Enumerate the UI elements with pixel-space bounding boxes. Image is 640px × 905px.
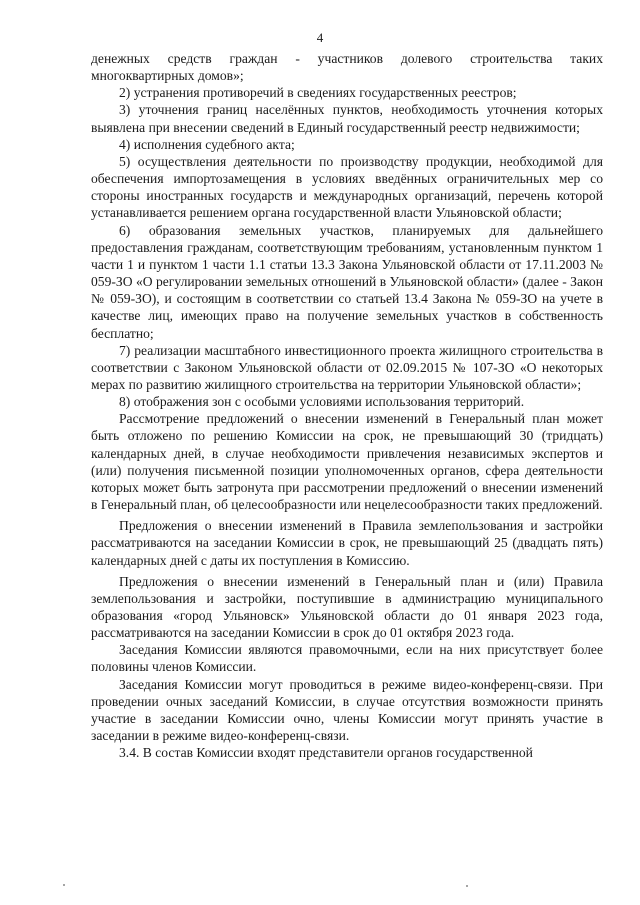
list-item-3: 3) уточнения границ населённых пунктов, необходимость уточнения которых выявлена при внесении сведений в Единый государственный реестр недвижимости; — [91, 102, 603, 135]
scan-speck — [63, 884, 65, 886]
paragraph-continuation: денежных средств граждан - участников долевого строительства таких многоквартирных домов»; — [91, 51, 603, 84]
list-item-5: 5) осуществления деятельности по производству продукции, необходимой для обеспечения импортозамещения в условиях введённых ограничительных мер со стороны иностранных государств и международных организаций, перечень которой устанавливается решением органа государственной власти Ульяновской области; — [91, 153, 603, 221]
document-body — [91, 50, 603, 761]
page-number: 4 — [316, 30, 324, 45]
list-item-2: 2) устранения противоречий в сведениях государственных реестров; — [119, 85, 517, 101]
scan-speck — [466, 885, 468, 887]
list-item-4: 4) исполнения судебного акта; — [119, 136, 295, 152]
paragraph-video-conference: Заседания Комиссии могут проводиться в режиме видео-конференц-связи. При проведении очных заседаний Комиссии, в случае отсутствия возможности принять участие в заседании Комиссии очно, члены Комиссии могут принять участие в заседании в режиме видео-конференц-связи. — [91, 676, 603, 744]
paragraph-composition: 3.4. В состав Комиссии входят представители органов государственной — [119, 745, 533, 761]
paragraph-deadline: Предложения о внесении изменений в Генеральный план и (или) Правила землепользования и застройки, поступившие в администрацию муниципального образования «город Ульяновск» Ульяновской области до 01 января 2023 года, рассматриваются на заседании Комиссии в срок до 01 октября 2023 года. — [91, 573, 603, 641]
paragraph-rules-review: Предложения о внесении изменений в Правила землепользования и застройки рассматриваются на заседании Комиссии в срок, не превышающий 25 (двадцать пять) календарных дней с даты их поступления в Комиссию. — [91, 518, 603, 568]
list-item-6: 6) образования земельных участков, планируемых для дальнейшего предоставления гражданам, соответствующим требованиям, установленным пунктом 1 части 1 и пунктом 1 части 1.1 статьи 13.3 Закона Ульяновской области от 17.11.2003 № 059-ЗО «О регулировании земельных отношений в Ульяновской области» (далее - Закон № 059-ЗО), и состоящим в соответствии со статьей 13.4 Закона № 059-ЗО на учете в качестве лиц, имеющих право на получение земельных участков в собственность бесплатно; — [91, 222, 603, 341]
paragraph-postponement: Рассмотрение предложений о внесении изменений в Генеральный план может быть отложено по решению Комиссии на срок, не превышающий 30 (тридцать) календарных дней, в случае необходимости привлечения независимых экспертов и (или) получения письменной позиции уполномоченных органов, сфера деятельности которых может быть затронута при рассмотрении предложений о внесении изменений в Генеральный план, об целесообразности или нецелесообразности таких предложений. — [91, 411, 603, 513]
list-item-7: 7) реализации масштабного инвестиционного проекта жилищного строительства в соответствии с Законом Ульяновской области от 02.09.2015 № 107-ЗО «О некоторых мерах по развитию жилищного строительства на территории Ульяновской области»; — [91, 342, 603, 392]
paragraph-quorum: Заседания Комиссии являются правомочными, если на них присутствует более половины членов Комиссии. — [91, 642, 603, 675]
list-item-8: 8) отображения зон с особыми условиями использования территорий. — [119, 394, 525, 410]
